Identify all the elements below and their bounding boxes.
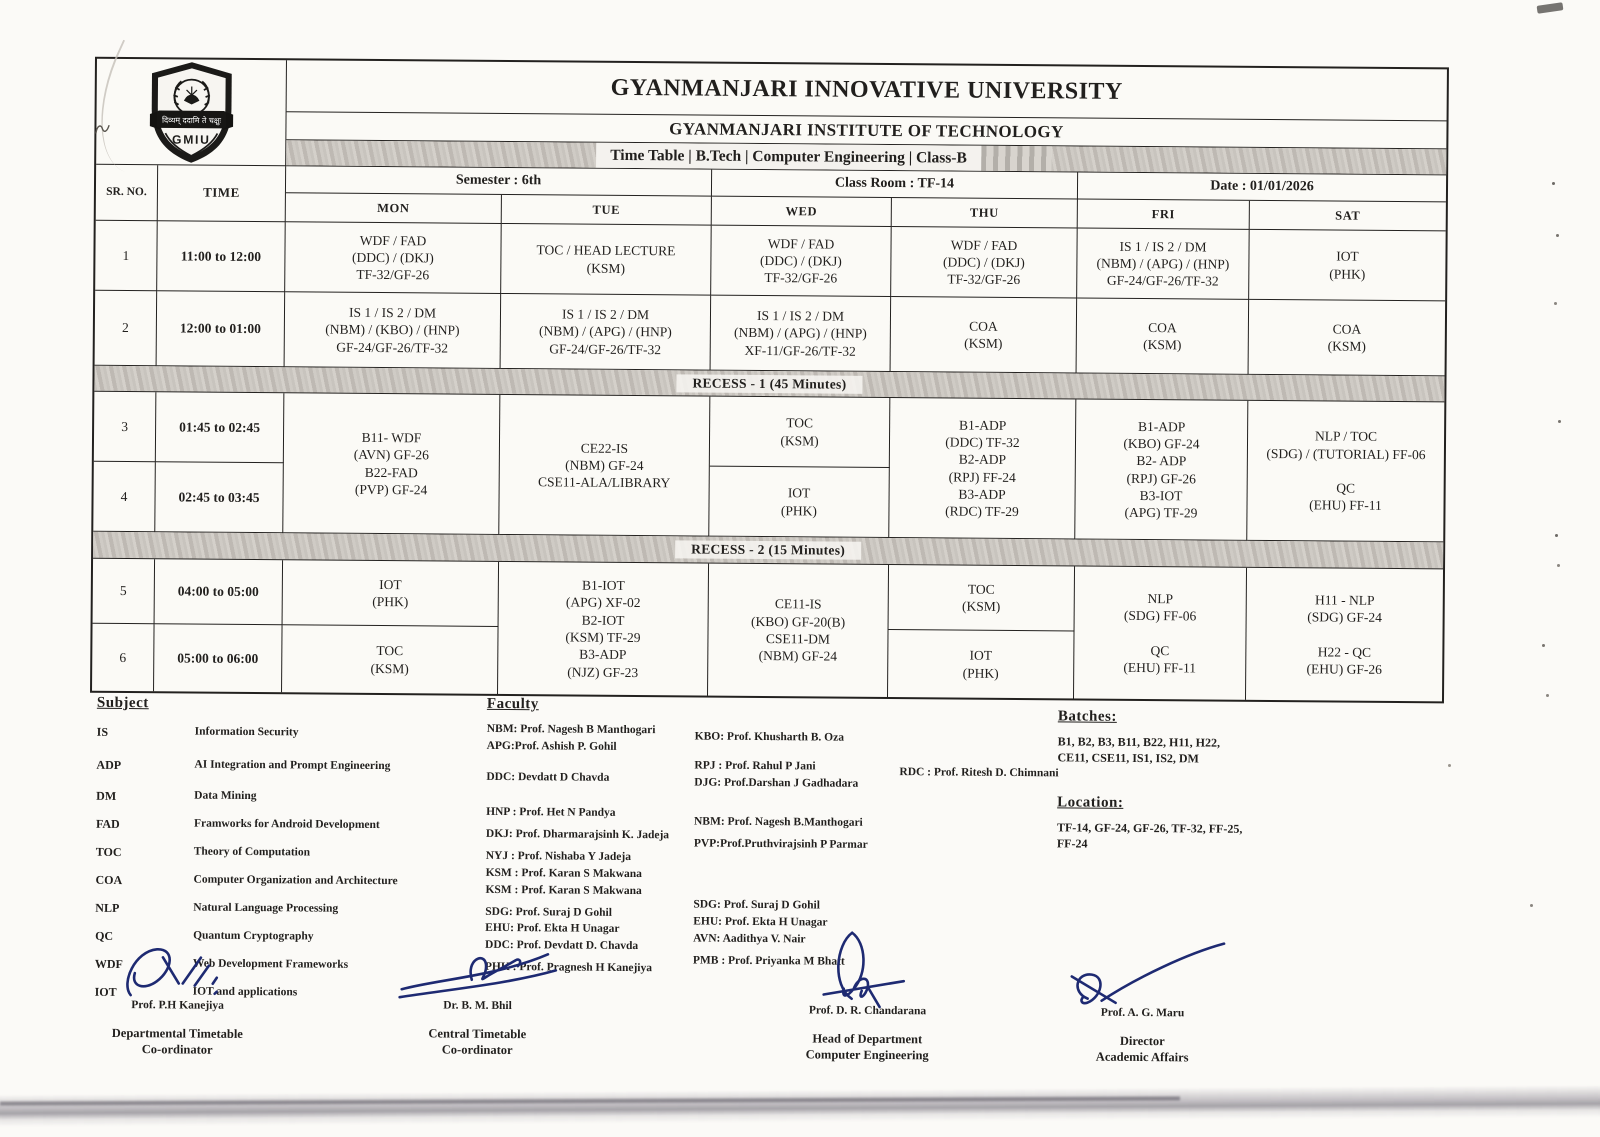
- faculty-entry: HNP : Prof. Het N Pandya: [486, 805, 616, 819]
- cell-mon-1: WDF / FAD (DDC) / (DKJ) TF-32/GF-26: [285, 222, 502, 294]
- signature-block-hod: [752, 928, 983, 1064]
- subject-abbr: IS: [96, 724, 109, 739]
- cell-sat-5-6: H11 - NLP (SDG) GF-24 H22 - QC (EHU) GF-26: [1306, 592, 1383, 677]
- signature-block-departmental: [47, 942, 308, 1059]
- faculty-entry: DKJ: Prof. Dharmarajsinh K. Jadeja: [485, 827, 670, 842]
- subject-name: Web Development Frameworks: [192, 957, 349, 971]
- time-2: 12:00 to 01:00: [157, 291, 286, 367]
- sr-no-3: 3: [94, 392, 157, 462]
- subject-row: [96, 789, 466, 807]
- subject-row: [97, 725, 467, 743]
- faculty-entry: PHK : Prof. Pragnesh H Kanejiya: [484, 961, 653, 975]
- subject-name: Data Mining: [194, 789, 257, 803]
- cell-tue-1: TOC / HEAD LECTURE (KSM): [501, 224, 712, 296]
- time-6: 05:00 to 06:00: [154, 624, 283, 692]
- cell-fri-2: COA (KSM): [1077, 298, 1250, 374]
- logo-motto-text: दिव्यम् ददामि ते चक्षुः: [161, 115, 221, 125]
- subject-abbr: IOT: [94, 984, 117, 999]
- header-day-wed: WED: [712, 197, 892, 227]
- logo-acronym-text: GMIU: [171, 132, 211, 147]
- signatory-name: Prof. D. R. Chandarana: [808, 1004, 927, 1018]
- cell-sat-3-4: NLP / TOC (SDG) / (TUTORIAL) FF-06 QC (EHU) FF-11: [1247, 401, 1444, 543]
- batches-block: [1057, 708, 1357, 768]
- faculty-entry: NYJ : Prof. Nishaba Y Jadeja: [485, 849, 632, 863]
- signatory-role: Director Academic Affairs: [1095, 1033, 1189, 1065]
- header-day-tue: TUE: [502, 195, 712, 226]
- signatory-name: Prof. A. G. Maru: [1100, 1006, 1185, 1020]
- scan-speckles: [1552, 182, 1555, 185]
- header-sr-no: SR. NO.: [96, 165, 158, 221]
- signatory-name: Dr. B. M. Bhil: [443, 999, 512, 1013]
- title-band-text: Time Table | B.Tech | Computer Engineering | Class-B: [596, 143, 981, 171]
- sr-no-6: 6: [92, 624, 155, 691]
- faculty-entry: AVN: Aadithya V. Nair: [693, 932, 806, 945]
- time-3: 01:45 to 02:45: [156, 392, 285, 463]
- signature-ink: [808, 928, 929, 1011]
- institute-title: GYANMANJARI INSTITUTE OF TECHNOLOGY: [286, 112, 1446, 149]
- cell-mon-2: IS 1 / IS 2 / DM (NBM) / (KBO) / (HNP) GF-24/GF-26/TF-32: [285, 292, 502, 369]
- faculty-heading: Faculty: [486, 695, 539, 713]
- faculty-entry: RPJ : Prof. Rahul P Jani: [694, 759, 816, 773]
- cell-mon-6: TOC (KSM): [282, 625, 499, 694]
- cell-wed-3: TOC (KSM): [710, 397, 891, 468]
- time-5: 04:00 to 05:00: [155, 559, 284, 625]
- faculty-entry: DDC: Prof. Devdatt D. Chavda: [484, 939, 639, 953]
- faculty-entry: SDG: Prof. Suraj D Gohil: [693, 898, 821, 912]
- band-texture-left: [286, 140, 596, 167]
- header-day-thu: THU: [892, 198, 1078, 228]
- subject-abbr: NLP: [95, 900, 120, 915]
- faculty-entry: KBO: Prof. Khusharth B. Oza: [694, 730, 845, 744]
- batches-list: B1, B2, B3, B11, B22, H11, H22, CE11, CSE11, IS1, IS2, DM: [1057, 734, 1221, 766]
- batches-heading: Batches:: [1057, 708, 1117, 725]
- handwritten-mark: [93, 120, 112, 138]
- cell-mon-5: IOT (PHK): [283, 560, 500, 627]
- header-day-mon: MON: [286, 193, 502, 224]
- cell-wed-2: IS 1 / IS 2 / DM (NBM) / (APG) / (HNP) XF-11/GF-26/TF-32: [711, 296, 892, 372]
- sr-no-2: 2: [95, 291, 158, 366]
- location-heading: Location:: [1057, 794, 1124, 811]
- subject-abbr: DM: [96, 788, 117, 803]
- subject-abbr: WDF: [94, 956, 123, 972]
- cell-sat-1: IOT (PHK): [1249, 230, 1446, 302]
- sr-no-1: 1: [95, 221, 158, 291]
- time-1: 11:00 to 12:00: [157, 221, 286, 292]
- subject-name: Computer Organization and Architecture: [193, 873, 398, 888]
- subject-name: Framworks for Android Development: [193, 817, 380, 832]
- cell-fri-3-4: B1-ADP (KBO) GF-24 B2- ADP (RPJ) GF-26 B3-IOT (APG) TF-29: [1075, 399, 1248, 540]
- subject-heading: Subject: [96, 694, 149, 712]
- signature-block-director: [1022, 940, 1263, 1066]
- faculty-entry: DDC: Devdatt D Chavda: [486, 770, 610, 784]
- band-stripes: [981, 146, 1051, 172]
- header-time: TIME: [158, 165, 286, 222]
- cell-tue-5-6: B1-IOT (APG) XF-02 B2-IOT (KSM) TF-29 B3-ADP (NJZ) GF-23: [498, 562, 709, 696]
- subject-row: [96, 845, 466, 863]
- faculty-entry: RDC : Prof. Ritesh D. Chimnani: [899, 766, 1059, 780]
- signature-ink: [398, 945, 558, 1006]
- subject-name: Natural Language Processing: [193, 901, 339, 915]
- university-title: GYANMANJARI INNOVATIVE UNIVERSITY: [287, 60, 1447, 121]
- band-texture-right: [1051, 146, 1447, 174]
- header-day-sat: SAT: [1250, 201, 1446, 232]
- subject-row: [95, 901, 465, 919]
- subject-name: AI Integration and Prompt Engineering: [194, 758, 391, 773]
- location-block: [1057, 794, 1357, 854]
- faculty-entry: NBM: Prof. Nagesh B.Manthogari: [693, 815, 863, 829]
- signature-ink: [113, 943, 243, 1006]
- subject-abbr: ADP: [96, 757, 122, 773]
- faculty-entry: EHU: Prof. Ekta H Unagar: [485, 922, 620, 936]
- faculty-entry: SDG: Prof. Suraj D Gohil: [485, 905, 612, 919]
- cell-tue-2: IS 1 / IS 2 / DM (NBM) / (APG) / (HNP) GF-24/GF-26/TF-32: [501, 294, 712, 371]
- faculty-entry: DJG: Prof.Darshan J Gadhadara: [694, 776, 859, 790]
- faculty-entry: KSM : Prof. Karan S Makwana: [485, 883, 642, 897]
- cell-thu-2: COA (KSM): [891, 297, 1078, 373]
- cell-thu-3-4: B1-ADP (DDC) TF-32 B2-ADP (RPJ) FF-24 B3-ADP (RDC) TF-29: [889, 398, 1076, 539]
- header-day-fri: FRI: [1078, 200, 1250, 230]
- location-list: TF-14, GF-24, GF-26, TF-32, FF-25, FF-24: [1056, 820, 1243, 851]
- cell-tue-3-4: CE22-IS (NBM) GF-24 CSE11-ALA/LIBRARY: [499, 395, 710, 537]
- cell-thu-6: IOT (PHK): [888, 630, 1075, 698]
- signatory-role: Departmental Timetable Co-ordinator: [111, 1025, 243, 1057]
- faculty-entry: PMB : Prof. Priyanka M Bhatt: [692, 954, 845, 968]
- subject-name: Quantum Cryptography: [193, 929, 314, 943]
- faculty-entry: EHU: Prof. Ekta H Unagar: [693, 915, 828, 929]
- faculty-entry: APG:Prof. Ashish P. Gohil: [486, 739, 617, 753]
- faculty-entry: PVP:Prof.Pruthvirajsinh P Parmar: [693, 837, 868, 851]
- cell-fri-1: IS 1 / IS 2 / DM (NBM) / (APG) / (HNP) GF-24/GF-26/TF-32: [1077, 229, 1250, 300]
- cell-fri-5-6: NLP (SDG) FF-06 QC (EHU) FF-11: [1074, 566, 1247, 699]
- faculty-column-1: [485, 720, 717, 977]
- subject-abbr: COA: [95, 872, 123, 888]
- header-classroom: Class Room : TF-14: [712, 170, 1078, 200]
- subject-name: IOT and applications: [192, 985, 298, 999]
- cell-mon-3-4: B11- WDF (AVN) GF-26 B22-FAD (PVP) GF-24: [283, 393, 500, 535]
- signatory-role: Central Timetable Co-ordinator: [428, 1026, 527, 1058]
- cell-wed-5-6: CE11-IS (KBO) GF-20(B) CSE11-DM (NBM) GF-24: [708, 564, 889, 697]
- subject-name: Information Security: [194, 725, 299, 739]
- signature-block-central: [362, 945, 593, 1059]
- recess-1-label: RECESS - 1 (45 Minutes): [676, 374, 862, 393]
- cell-thu-1: WDF / FAD (DDC) / (DKJ) TF-32/GF-26: [891, 227, 1078, 298]
- timetable-grid: [90, 57, 1449, 704]
- sr-no-5: 5: [93, 559, 156, 624]
- recess-2-label: RECESS - 2 (15 Minutes): [675, 540, 861, 559]
- subject-abbr: QC: [95, 928, 114, 943]
- cell-thu-5: TOC (KSM): [889, 565, 1076, 631]
- signature-ink: [1058, 940, 1229, 1013]
- subject-row: [96, 758, 466, 776]
- faculty-entry: NBM: Prof. Nagesh B Manthogari: [486, 722, 656, 737]
- signatory-role: Head of Department Computer Engineering: [805, 1031, 929, 1063]
- subject-row: [96, 817, 466, 835]
- subject-row: [95, 873, 465, 891]
- faculty-entry: KSM : Prof. Karan S Makwana: [485, 866, 642, 880]
- signatory-name: Prof. P.H Kanejiya: [131, 999, 224, 1012]
- header-date: Date : 01/01/2026: [1078, 173, 1446, 203]
- sr-no-4: 4: [93, 462, 156, 532]
- header-semester: Semester : 6th: [286, 166, 712, 196]
- subject-abbr: FAD: [95, 816, 120, 831]
- cell-wed-4: IOT (PHK): [709, 467, 890, 538]
- subject-name: Theory of Computation: [193, 845, 311, 859]
- cell-wed-1: WDF / FAD (DDC) / (DKJ) TF-32/GF-26: [711, 226, 892, 297]
- time-4: 02:45 to 03:45: [155, 462, 284, 533]
- cell-sat-2: COA (KSM): [1249, 300, 1446, 377]
- subject-abbr: TOC: [95, 844, 122, 860]
